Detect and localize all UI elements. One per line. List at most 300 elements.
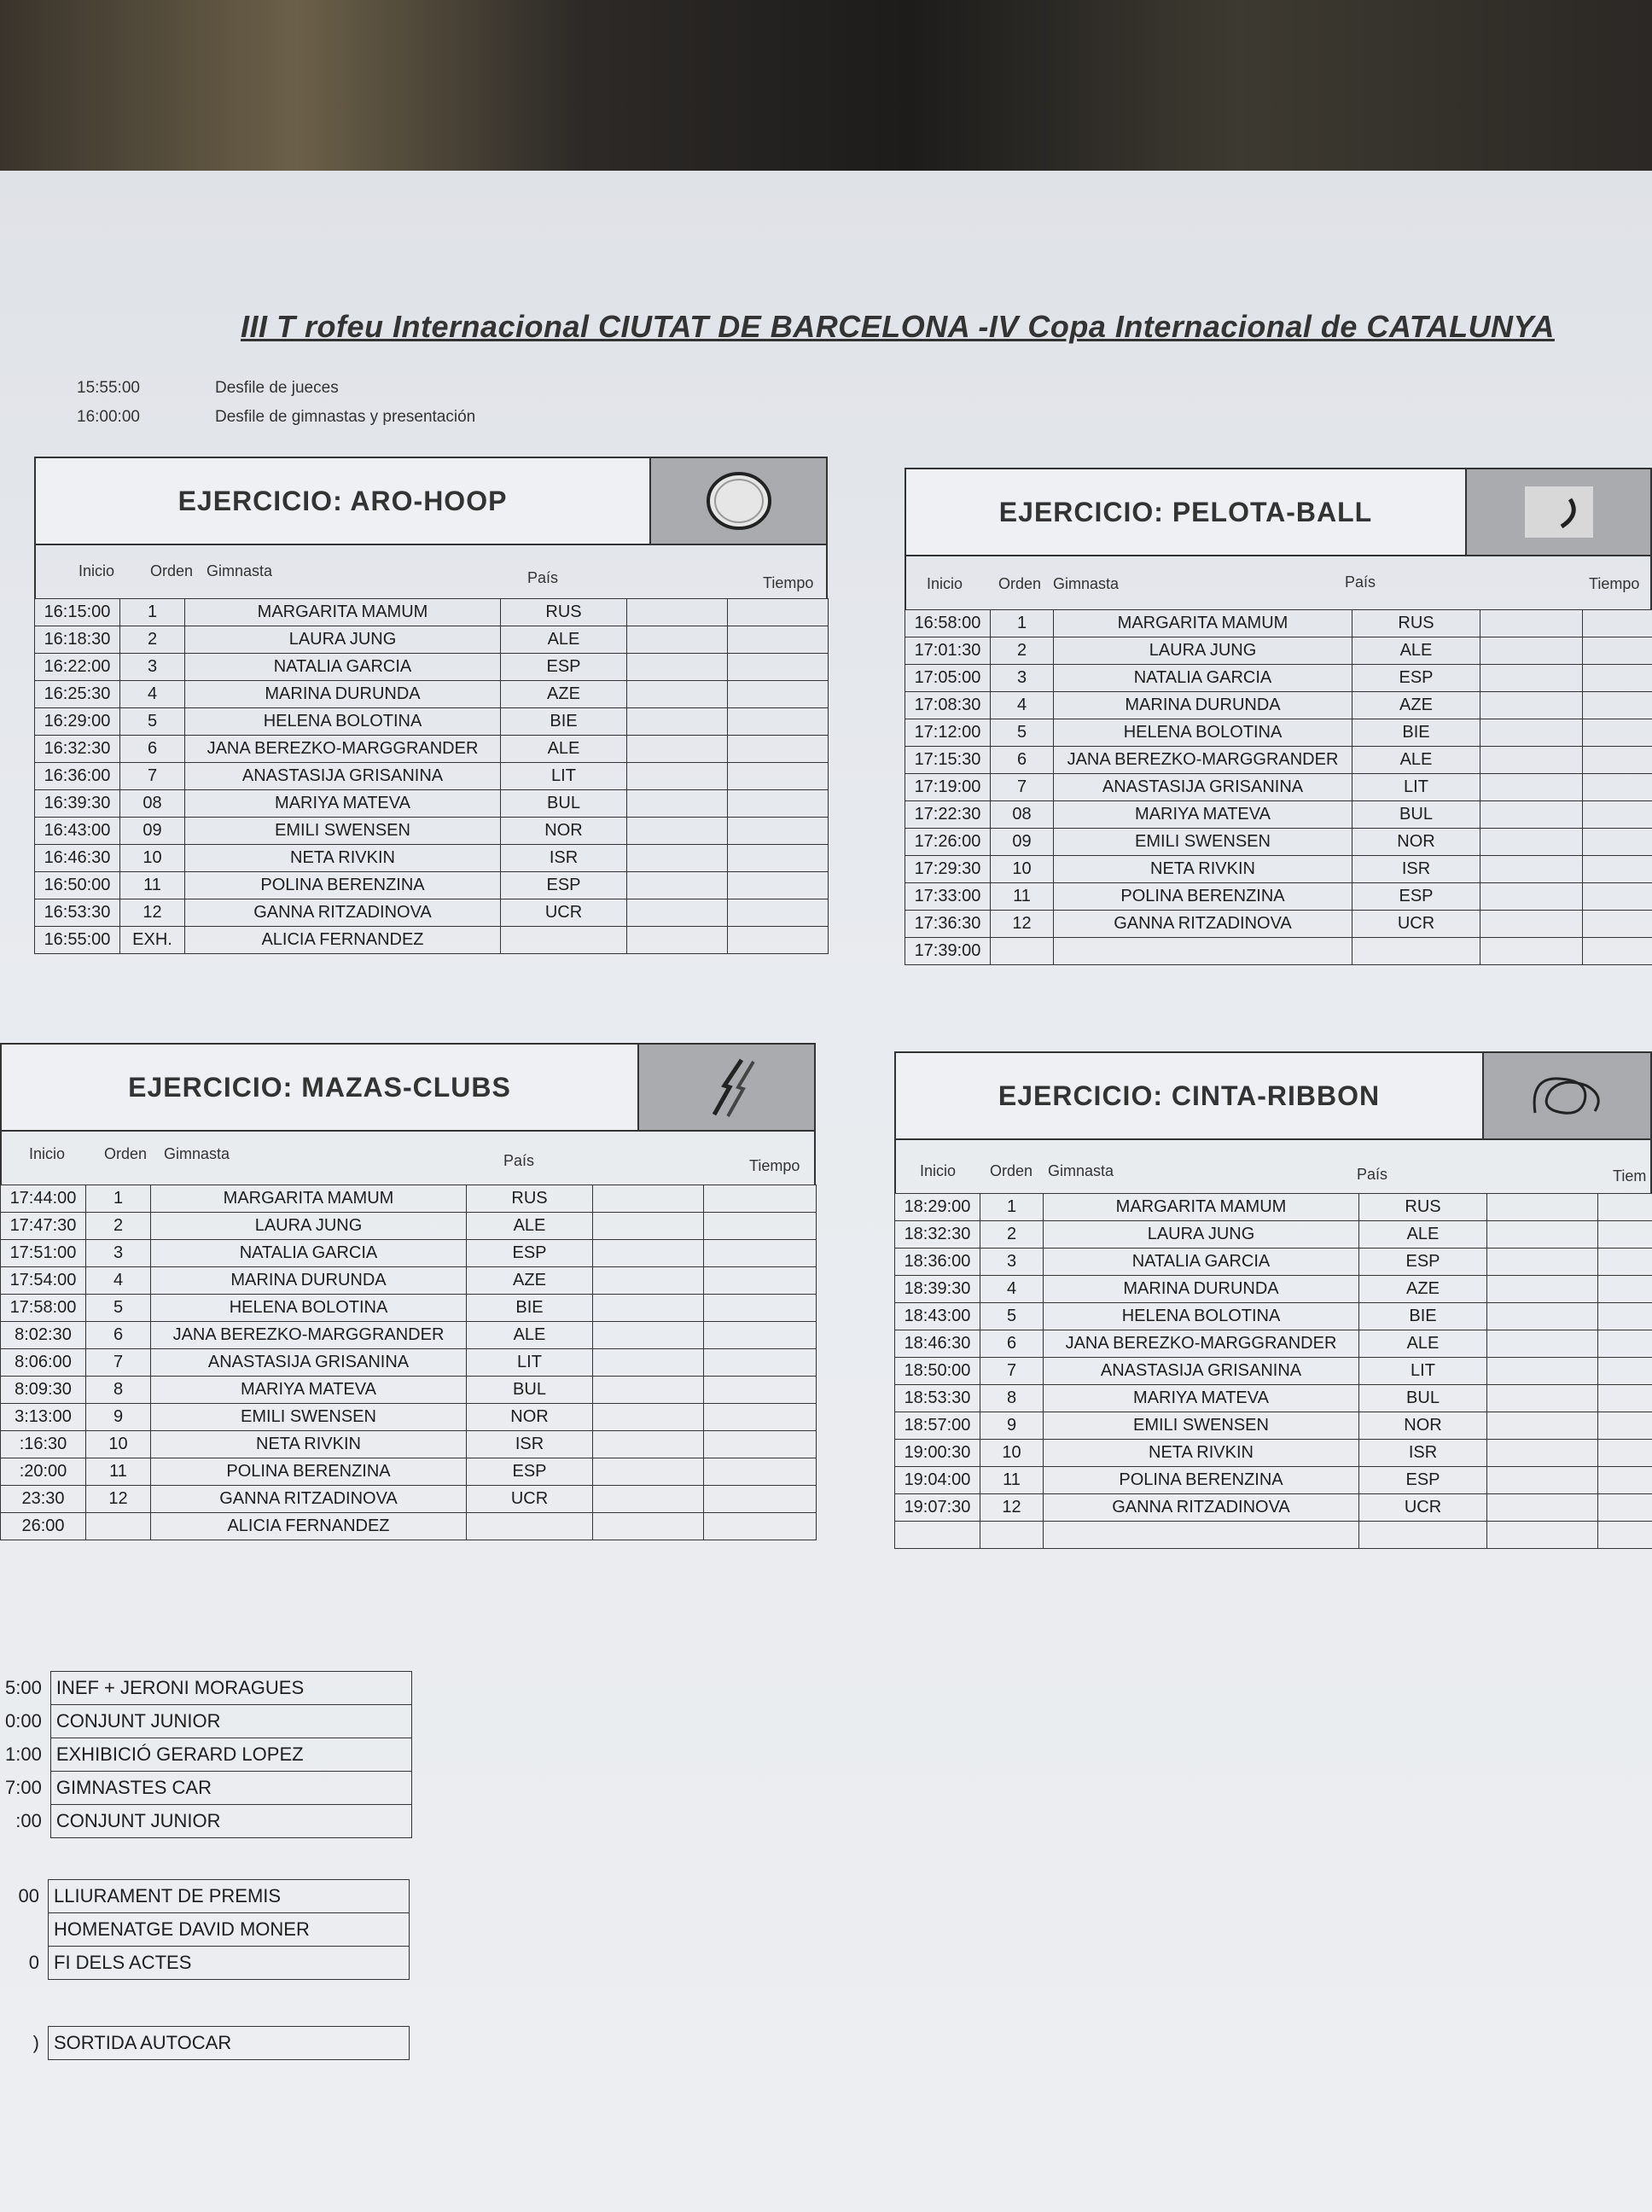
table-row bbox=[35, 899, 829, 927]
table-row bbox=[895, 1249, 1652, 1276]
start-time-cell: 17:29:30 bbox=[905, 856, 991, 883]
schedule-time: 00 bbox=[18, 1885, 39, 1906]
country-cell: ESP bbox=[1359, 1467, 1487, 1494]
start-time-cell: 17:05:00 bbox=[905, 665, 991, 692]
score-cell bbox=[704, 1185, 817, 1213]
score-cell bbox=[627, 736, 728, 763]
table-row bbox=[1, 1322, 817, 1349]
schedule-row bbox=[0, 1913, 410, 1947]
schedule-time: 5:00 bbox=[5, 1677, 42, 1698]
table-row bbox=[1, 1486, 817, 1513]
score-cell bbox=[627, 845, 728, 872]
start-time-cell: 17:39:00 bbox=[905, 938, 991, 965]
score-cell bbox=[1480, 911, 1583, 938]
score-cell bbox=[627, 626, 728, 654]
gymnast-name-cell: LAURA JUNG bbox=[151, 1213, 467, 1240]
ball-column-headers bbox=[905, 556, 1652, 609]
score-cell bbox=[728, 872, 829, 899]
country-cell: ALE bbox=[501, 736, 627, 763]
start-time-cell: 3:13:00 bbox=[1, 1404, 86, 1431]
gymnast-name-cell: ANASTASIJA GRISANINA bbox=[1054, 774, 1352, 801]
background-photo bbox=[0, 0, 1652, 196]
schedule-event: INEF + JERONI MORAGUES bbox=[50, 1672, 411, 1705]
score-cell bbox=[704, 1377, 817, 1404]
score-cell bbox=[728, 790, 829, 818]
country-cell bbox=[501, 927, 627, 954]
score-cell bbox=[704, 1458, 817, 1486]
schedule-time: 7:00 bbox=[5, 1777, 42, 1798]
pre-label: Desfile de gimnastas y presentación bbox=[215, 408, 476, 426]
table-row bbox=[1, 1295, 817, 1322]
schedule-row bbox=[0, 1947, 410, 1980]
order-cell: EXH. bbox=[120, 927, 185, 954]
table-row bbox=[895, 1276, 1652, 1303]
gymnast-name-cell: ANASTASIJA GRISANINA bbox=[1044, 1358, 1359, 1385]
start-time-cell: 18:39:30 bbox=[895, 1276, 980, 1303]
table-row bbox=[905, 938, 1652, 965]
country-cell: ALE bbox=[1359, 1330, 1487, 1358]
table-row bbox=[1, 1240, 817, 1267]
score-cell bbox=[728, 818, 829, 845]
start-time-cell: 16:53:30 bbox=[35, 899, 120, 927]
score-cell bbox=[704, 1349, 817, 1377]
country-cell: UCR bbox=[1359, 1494, 1487, 1522]
score-cell bbox=[1598, 1385, 1652, 1412]
score-cell bbox=[1487, 1440, 1598, 1467]
country-cell: NOR bbox=[1352, 829, 1480, 856]
table-row bbox=[35, 872, 829, 899]
schedule-event: SORTIDA AUTOCAR bbox=[49, 2027, 410, 2060]
pre-label: Desfile de jueces bbox=[215, 379, 339, 397]
gymnast-name-cell: HELENA BOLOTINA bbox=[185, 708, 501, 736]
country-cell: BUL bbox=[1359, 1385, 1487, 1412]
score-cell bbox=[593, 1240, 704, 1267]
start-time-cell: 16:58:00 bbox=[905, 610, 991, 637]
country-cell: UCR bbox=[467, 1486, 593, 1513]
score-cell bbox=[593, 1486, 704, 1513]
pre-time: 16:00:00 bbox=[77, 408, 140, 426]
schedule-time: 0:00 bbox=[5, 1710, 42, 1732]
col-inicio: Inicio bbox=[920, 1162, 957, 1179]
start-time-cell: 18:36:00 bbox=[895, 1249, 980, 1276]
table-row bbox=[35, 736, 829, 763]
col-tiempo: Tiem bbox=[1613, 1167, 1647, 1185]
gymnast-name-cell: EMILI SWENSEN bbox=[185, 818, 501, 845]
country-cell: BIE bbox=[1352, 719, 1480, 747]
score-cell bbox=[593, 1431, 704, 1458]
score-cell bbox=[1583, 665, 1652, 692]
hoop-header bbox=[34, 457, 828, 545]
clubs-column-headers bbox=[0, 1132, 816, 1185]
country-cell: ALE bbox=[501, 626, 627, 654]
start-time-cell: :20:00 bbox=[1, 1458, 86, 1486]
country-cell: AZE bbox=[1359, 1276, 1487, 1303]
score-cell bbox=[1480, 665, 1583, 692]
score-cell bbox=[1598, 1221, 1652, 1249]
country-cell: NOR bbox=[1359, 1412, 1487, 1440]
start-time-cell: 17:01:30 bbox=[905, 637, 991, 665]
score-cell bbox=[1598, 1330, 1652, 1358]
country-cell: RUS bbox=[467, 1185, 593, 1213]
start-time-cell: 17:22:30 bbox=[905, 801, 991, 829]
start-time-cell: 16:50:00 bbox=[35, 872, 120, 899]
gymnast-name-cell: NATALIA GARCIA bbox=[1044, 1249, 1359, 1276]
order-cell: 5 bbox=[991, 719, 1054, 747]
score-cell bbox=[1598, 1467, 1652, 1494]
table-row bbox=[895, 1494, 1652, 1522]
order-cell: 1 bbox=[86, 1185, 151, 1213]
country-cell: ALE bbox=[1352, 637, 1480, 665]
table-row bbox=[905, 829, 1652, 856]
country-cell: ALE bbox=[1359, 1221, 1487, 1249]
table-row bbox=[905, 665, 1652, 692]
country-cell: BIE bbox=[1359, 1303, 1487, 1330]
order-cell: 08 bbox=[120, 790, 185, 818]
country-cell: RUS bbox=[501, 599, 627, 626]
start-time-cell: 16:15:00 bbox=[35, 599, 120, 626]
table-row bbox=[895, 1303, 1652, 1330]
score-cell bbox=[1583, 747, 1652, 774]
order-cell: 6 bbox=[991, 747, 1054, 774]
gymnast-name-cell: MARGARITA MAMUM bbox=[151, 1185, 467, 1213]
col-orden: Orden bbox=[998, 575, 1042, 592]
country-cell: ESP bbox=[501, 654, 627, 681]
country-cell: LIT bbox=[467, 1349, 593, 1377]
start-time-cell: 16:29:00 bbox=[35, 708, 120, 736]
order-cell bbox=[991, 938, 1054, 965]
hoop-column-headers bbox=[34, 545, 828, 598]
order-cell bbox=[86, 1513, 151, 1540]
score-cell bbox=[1487, 1303, 1598, 1330]
table-row bbox=[895, 1194, 1652, 1221]
schedule-event: HOMENATGE DAVID MONER bbox=[49, 1913, 410, 1947]
start-time-cell: 17:47:30 bbox=[1, 1213, 86, 1240]
table-row bbox=[1, 1267, 817, 1295]
start-time-cell bbox=[895, 1522, 980, 1549]
score-cell bbox=[593, 1377, 704, 1404]
gymnast-name-cell: GANNA RITZADINOVA bbox=[1044, 1494, 1359, 1522]
table-row bbox=[905, 883, 1652, 911]
ribbon-table bbox=[894, 1193, 1652, 1549]
gymnast-name-cell: MARIYA MATEVA bbox=[1044, 1385, 1359, 1412]
order-cell: 6 bbox=[86, 1322, 151, 1349]
score-cell bbox=[1598, 1522, 1652, 1549]
score-cell bbox=[593, 1458, 704, 1486]
country-cell: ESP bbox=[1352, 665, 1480, 692]
score-cell bbox=[704, 1404, 817, 1431]
schedule-row bbox=[0, 1738, 411, 1772]
order-cell: 11 bbox=[86, 1458, 151, 1486]
score-cell bbox=[1480, 856, 1583, 883]
score-cell bbox=[1480, 883, 1583, 911]
start-time-cell: 8:06:00 bbox=[1, 1349, 86, 1377]
clubs-block bbox=[0, 1043, 816, 1540]
gymnast-name-cell: MARINA DURUNDA bbox=[1044, 1276, 1359, 1303]
col-gimnasta: Gimnasta bbox=[1048, 1162, 1114, 1179]
hoop-block bbox=[34, 457, 828, 954]
gymnast-name-cell: MARIYA MATEVA bbox=[185, 790, 501, 818]
country-cell bbox=[467, 1513, 593, 1540]
country-cell: ALE bbox=[467, 1213, 593, 1240]
order-cell: 3 bbox=[120, 654, 185, 681]
start-time-cell: 19:07:30 bbox=[895, 1494, 980, 1522]
score-cell bbox=[1487, 1194, 1598, 1221]
start-time-cell: 16:46:30 bbox=[35, 845, 120, 872]
country-cell: RUS bbox=[1352, 610, 1480, 637]
table-row bbox=[905, 801, 1652, 829]
gymnast-name-cell: POLINA BERENZINA bbox=[1054, 883, 1352, 911]
score-cell bbox=[728, 708, 829, 736]
order-cell: 4 bbox=[86, 1267, 151, 1295]
start-time-cell: 17:26:00 bbox=[905, 829, 991, 856]
score-cell bbox=[593, 1295, 704, 1322]
table-row bbox=[905, 692, 1652, 719]
country-cell: ESP bbox=[467, 1458, 593, 1486]
order-cell: 1 bbox=[991, 610, 1054, 637]
gymnast-name-cell: MARIYA MATEVA bbox=[151, 1377, 467, 1404]
score-cell bbox=[593, 1513, 704, 1540]
order-cell: 6 bbox=[120, 736, 185, 763]
order-cell: 10 bbox=[86, 1431, 151, 1458]
table-row bbox=[905, 911, 1652, 938]
order-cell: 8 bbox=[86, 1377, 151, 1404]
order-cell: 11 bbox=[991, 883, 1054, 911]
table-row bbox=[35, 927, 829, 954]
ribbon-column-headers bbox=[894, 1140, 1652, 1193]
gymnast-name-cell: HELENA BOLOTINA bbox=[1044, 1303, 1359, 1330]
order-cell: 5 bbox=[86, 1295, 151, 1322]
start-time-cell: 17:15:30 bbox=[905, 747, 991, 774]
ribbon-header bbox=[894, 1051, 1652, 1140]
score-cell bbox=[627, 818, 728, 845]
col-pais: País bbox=[527, 569, 559, 586]
score-cell bbox=[627, 654, 728, 681]
score-cell bbox=[1480, 692, 1583, 719]
order-cell: 2 bbox=[120, 626, 185, 654]
country-cell: BUL bbox=[1352, 801, 1480, 829]
start-time-cell: 18:43:00 bbox=[895, 1303, 980, 1330]
ribbon-title: EJERCICIO: CINTA-RIBBON bbox=[998, 1080, 1381, 1111]
col-tiempo: Tiempo bbox=[763, 574, 814, 591]
schedule-event: LLIURAMENT DE PREMIS bbox=[49, 1880, 410, 1913]
score-cell bbox=[627, 599, 728, 626]
order-cell: 10 bbox=[120, 845, 185, 872]
gymnast-name-cell: NATALIA GARCIA bbox=[1054, 665, 1352, 692]
order-cell: 7 bbox=[991, 774, 1054, 801]
table-row bbox=[905, 747, 1652, 774]
schedule-table-2 bbox=[0, 1879, 410, 1980]
table-row bbox=[1, 1404, 817, 1431]
gymnast-name-cell: HELENA BOLOTINA bbox=[1054, 719, 1352, 747]
start-time-cell: 16:55:00 bbox=[35, 927, 120, 954]
start-time-cell: 17:58:00 bbox=[1, 1295, 86, 1322]
gymnast-name-cell: POLINA BERENZINA bbox=[151, 1458, 467, 1486]
gymnast-name-cell: LAURA JUNG bbox=[185, 626, 501, 654]
order-cell: 3 bbox=[991, 665, 1054, 692]
table-row bbox=[905, 719, 1652, 747]
score-cell bbox=[1487, 1330, 1598, 1358]
order-cell: 10 bbox=[991, 856, 1054, 883]
score-cell bbox=[728, 736, 829, 763]
score-cell bbox=[728, 599, 829, 626]
gymnast-name-cell: NETA RIVKIN bbox=[1044, 1440, 1359, 1467]
gymnast-name-cell: NETA RIVKIN bbox=[185, 845, 501, 872]
order-cell: 3 bbox=[86, 1240, 151, 1267]
order-cell: 09 bbox=[120, 818, 185, 845]
start-time-cell: 18:53:30 bbox=[895, 1385, 980, 1412]
score-cell bbox=[593, 1349, 704, 1377]
order-cell: 4 bbox=[120, 681, 185, 708]
score-cell bbox=[1598, 1249, 1652, 1276]
schedule-event: FI DELS ACTES bbox=[49, 1947, 410, 1980]
start-time-cell: 17:08:30 bbox=[905, 692, 991, 719]
score-cell bbox=[1583, 883, 1652, 911]
table-row bbox=[895, 1440, 1652, 1467]
schedule-time: ) bbox=[32, 2032, 39, 2053]
score-cell bbox=[1480, 719, 1583, 747]
start-time-cell: 16:25:30 bbox=[35, 681, 120, 708]
table-row bbox=[905, 637, 1652, 665]
start-time-cell: 18:57:00 bbox=[895, 1412, 980, 1440]
order-cell: 7 bbox=[980, 1358, 1044, 1385]
score-cell bbox=[728, 927, 829, 954]
table-row bbox=[35, 790, 829, 818]
country-cell: LIT bbox=[1359, 1358, 1487, 1385]
gymnast-name-cell: ANASTASIJA GRISANINA bbox=[185, 763, 501, 790]
col-pais: País bbox=[1345, 573, 1376, 591]
order-cell: 1 bbox=[120, 599, 185, 626]
order-cell: 5 bbox=[980, 1303, 1044, 1330]
schedule-row bbox=[0, 2027, 410, 2060]
score-cell bbox=[704, 1213, 817, 1240]
score-cell bbox=[1583, 610, 1652, 637]
table-row bbox=[905, 610, 1652, 637]
col-gimnasta: Gimnasta bbox=[1053, 575, 1120, 592]
score-cell bbox=[1487, 1412, 1598, 1440]
schedule-event: CONJUNT JUNIOR bbox=[50, 1805, 411, 1838]
start-time-cell: 16:22:00 bbox=[35, 654, 120, 681]
score-cell bbox=[704, 1486, 817, 1513]
col-inicio: Inicio bbox=[927, 575, 963, 592]
start-time-cell: 17:54:00 bbox=[1, 1267, 86, 1295]
score-cell bbox=[1583, 719, 1652, 747]
gymnast-name-cell: ALICIA FERNANDEZ bbox=[185, 927, 501, 954]
score-cell bbox=[1583, 801, 1652, 829]
pre-time: 15:55:00 bbox=[77, 379, 140, 397]
schedule-time: 0 bbox=[28, 1952, 39, 1973]
gymnast-name-cell: MARINA DURUNDA bbox=[185, 681, 501, 708]
schedule-time: :00 bbox=[15, 1810, 42, 1831]
country-cell: ALE bbox=[1352, 747, 1480, 774]
schedule-event: EXHIBICIÓ GERARD LOPEZ bbox=[50, 1738, 411, 1772]
score-cell bbox=[1487, 1221, 1598, 1249]
order-cell: 9 bbox=[980, 1412, 1044, 1440]
country-cell: AZE bbox=[1352, 692, 1480, 719]
score-cell bbox=[627, 927, 728, 954]
gymnast-name-cell: JANA BEREZKO-MARGGRANDER bbox=[1044, 1330, 1359, 1358]
clubs-icon-box bbox=[637, 1045, 814, 1130]
ball-header bbox=[905, 468, 1652, 556]
country-cell: ESP bbox=[1352, 883, 1480, 911]
score-cell bbox=[704, 1240, 817, 1267]
gymnast-name-cell: NATALIA GARCIA bbox=[185, 654, 501, 681]
gymnast-name-cell: EMILI SWENSEN bbox=[1054, 829, 1352, 856]
ribbon-block bbox=[894, 1051, 1652, 1549]
score-cell bbox=[1480, 610, 1583, 637]
table-row bbox=[1, 1185, 817, 1213]
schedule-table-1 bbox=[0, 1671, 412, 1838]
score-cell bbox=[1583, 829, 1652, 856]
order-cell: 12 bbox=[120, 899, 185, 927]
hoop-title: EJERCICIO: ARO-HOOP bbox=[177, 485, 508, 516]
order-cell: 12 bbox=[991, 911, 1054, 938]
score-cell bbox=[1583, 774, 1652, 801]
order-cell: 09 bbox=[991, 829, 1054, 856]
table-row bbox=[895, 1358, 1652, 1385]
gymnast-name-cell: MARGARITA MAMUM bbox=[1054, 610, 1352, 637]
table-row bbox=[895, 1330, 1652, 1358]
score-cell bbox=[1598, 1494, 1652, 1522]
score-cell bbox=[704, 1322, 817, 1349]
col-tiempo: Tiempo bbox=[749, 1157, 800, 1174]
country-cell: ISR bbox=[1352, 856, 1480, 883]
col-orden: Orden bbox=[104, 1145, 148, 1162]
gymnast-name-cell: EMILI SWENSEN bbox=[1044, 1412, 1359, 1440]
start-time-cell: 18:32:30 bbox=[895, 1221, 980, 1249]
start-time-cell: 18:29:00 bbox=[895, 1194, 980, 1221]
score-cell bbox=[1487, 1522, 1598, 1549]
start-time-cell: 19:00:30 bbox=[895, 1440, 980, 1467]
score-cell bbox=[593, 1213, 704, 1240]
country-cell: BIE bbox=[501, 708, 627, 736]
schedule-event: CONJUNT JUNIOR bbox=[50, 1705, 411, 1738]
table-row bbox=[1, 1513, 817, 1540]
clubs-header bbox=[0, 1043, 816, 1132]
hoop-icon-box bbox=[649, 458, 826, 544]
start-time-cell: 23:30 bbox=[1, 1486, 86, 1513]
schedule-time bbox=[0, 1913, 49, 1947]
country-cell: AZE bbox=[501, 681, 627, 708]
pre-row-1 bbox=[77, 379, 339, 398]
country-cell: RUS bbox=[1359, 1194, 1487, 1221]
country-cell: LIT bbox=[501, 763, 627, 790]
order-cell: 4 bbox=[980, 1276, 1044, 1303]
score-cell bbox=[627, 872, 728, 899]
gymnast-name-cell: MARGARITA MAMUM bbox=[1044, 1194, 1359, 1221]
order-cell: 12 bbox=[86, 1486, 151, 1513]
score-cell bbox=[1480, 801, 1583, 829]
score-cell bbox=[1598, 1440, 1652, 1467]
gymnast-name-cell: JANA BEREZKO-MARGGRANDER bbox=[185, 736, 501, 763]
score-cell bbox=[627, 763, 728, 790]
start-time-cell: 18:46:30 bbox=[895, 1330, 980, 1358]
score-cell bbox=[627, 708, 728, 736]
table-row bbox=[905, 774, 1652, 801]
gymnast-name-cell: JANA BEREZKO-MARGGRANDER bbox=[1054, 747, 1352, 774]
col-inicio: Inicio bbox=[29, 1145, 66, 1162]
score-cell bbox=[1480, 829, 1583, 856]
country-cell: BIE bbox=[467, 1295, 593, 1322]
start-time-cell: 17:12:00 bbox=[905, 719, 991, 747]
order-cell: 5 bbox=[120, 708, 185, 736]
gymnast-name-cell: GANNA RITZADINOVA bbox=[1054, 911, 1352, 938]
table-row bbox=[1, 1213, 817, 1240]
country-cell: ISR bbox=[467, 1431, 593, 1458]
score-cell bbox=[728, 626, 829, 654]
score-cell bbox=[1487, 1467, 1598, 1494]
ball-icon-box bbox=[1465, 469, 1650, 555]
score-cell bbox=[1598, 1303, 1652, 1330]
